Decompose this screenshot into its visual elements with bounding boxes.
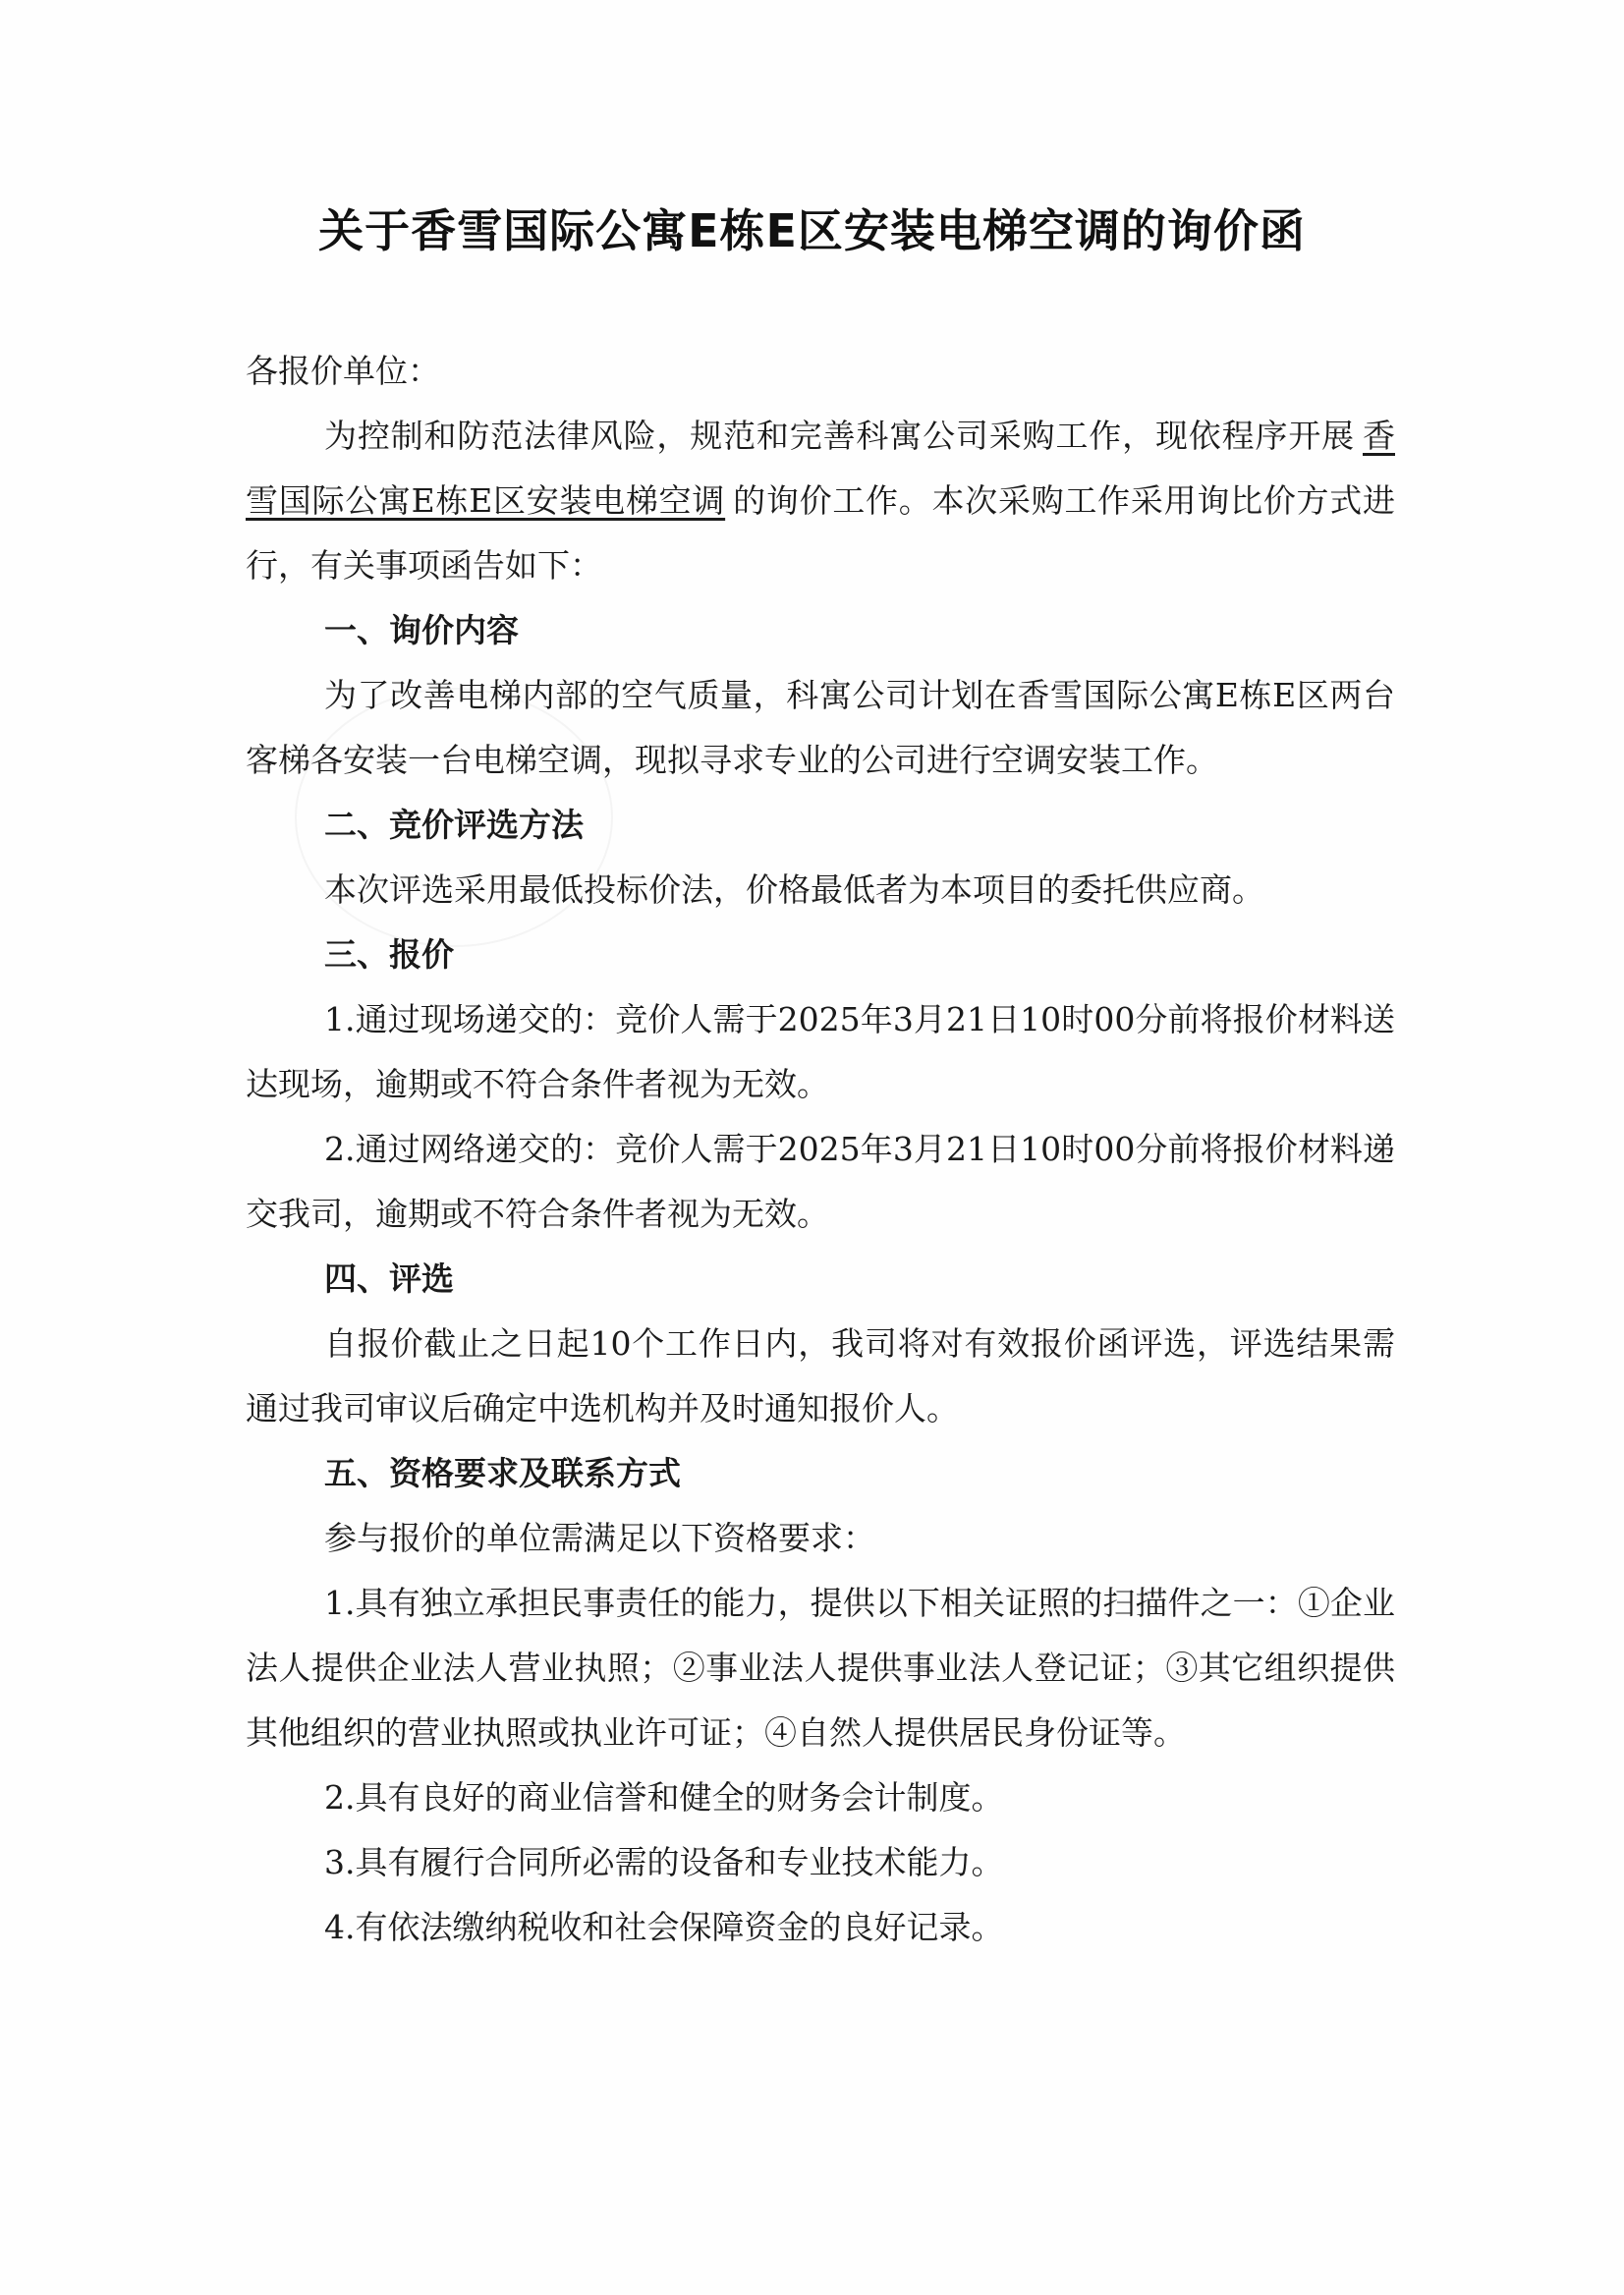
salutation: 各报价单位：: [246, 352, 440, 390]
document-body: [246, 339, 1395, 1960]
section-2-heading: 二、竞价评选方法: [324, 806, 584, 844]
section-1-heading: 一、询价内容: [324, 611, 519, 649]
section-5-item-1: 1.具有独立承担民事责任的能力，提供以下相关证照的扫描件之一：①企业法人提供企业法人营业执照；②事业法人提供事业法人登记证；③其它组织提供其他组织的营业执照或执业许可证；④自然人提供居民身份证等。: [246, 1584, 1395, 1752]
section-2-text: 本次评选采用最低投标价法，价格最低者为本项目的委托供应商。: [324, 870, 1264, 909]
intro-paragraph: [246, 404, 1395, 598]
section-3-heading: 三、报价: [324, 935, 454, 974]
section-1-text: 为了改善电梯内部的空气质量，科寓公司计划在香雪国际公寓E栋E区两台客梯各安装一台电梯空调，现拟寻求专业的公司进行空调安装工作。: [246, 676, 1395, 779]
section-5-item-4: 4.有依法缴纳税收和社会保障资金的良好记录。: [324, 1908, 1004, 1946]
section-5-intro: 参与报价的单位需满足以下资格要求：: [324, 1519, 875, 1557]
section-3-item-2: 2.通过网络递交的：竞价人需于2025年3月21日10时00分前将报价材料递交我司，逾期或不符合条件者视为无效。: [246, 1130, 1395, 1233]
intro-before: 为控制和防范法律风险，规范和完善科寓公司采购工作，现依程序开展: [324, 417, 1355, 455]
intro-after: 的询价工作。本次采购工作采用询比价方式进行，有关事项函告如下：: [246, 481, 1396, 585]
section-5-heading: 五、资格要求及联系方式: [324, 1454, 681, 1492]
section-5-item-2: 2.具有良好的商业信誉和健全的财务会计制度。: [324, 1778, 1004, 1817]
project-name: 香雪国际公寓E栋E区安装电梯空调: [246, 417, 1395, 520]
document-title: 关于香雪国际公寓E栋E区安装电梯空调的询价函: [318, 204, 1306, 257]
section-4-text: 自报价截止之日起10个工作日内，我司将对有效报价函评选，评选结果需通过我司审议后确定中选机构并及时通知报价人。: [246, 1324, 1395, 1427]
section-5-item-3: 3.具有履行合同所必需的设备和专业技术能力。: [324, 1843, 1004, 1881]
section-4-heading: 四、评选: [324, 1259, 454, 1298]
section-3-item-1: 1.通过现场递交的：竞价人需于2025年3月21日10时00分前将报价材料送达现场，逾期或不符合条件者视为无效。: [246, 1000, 1395, 1103]
